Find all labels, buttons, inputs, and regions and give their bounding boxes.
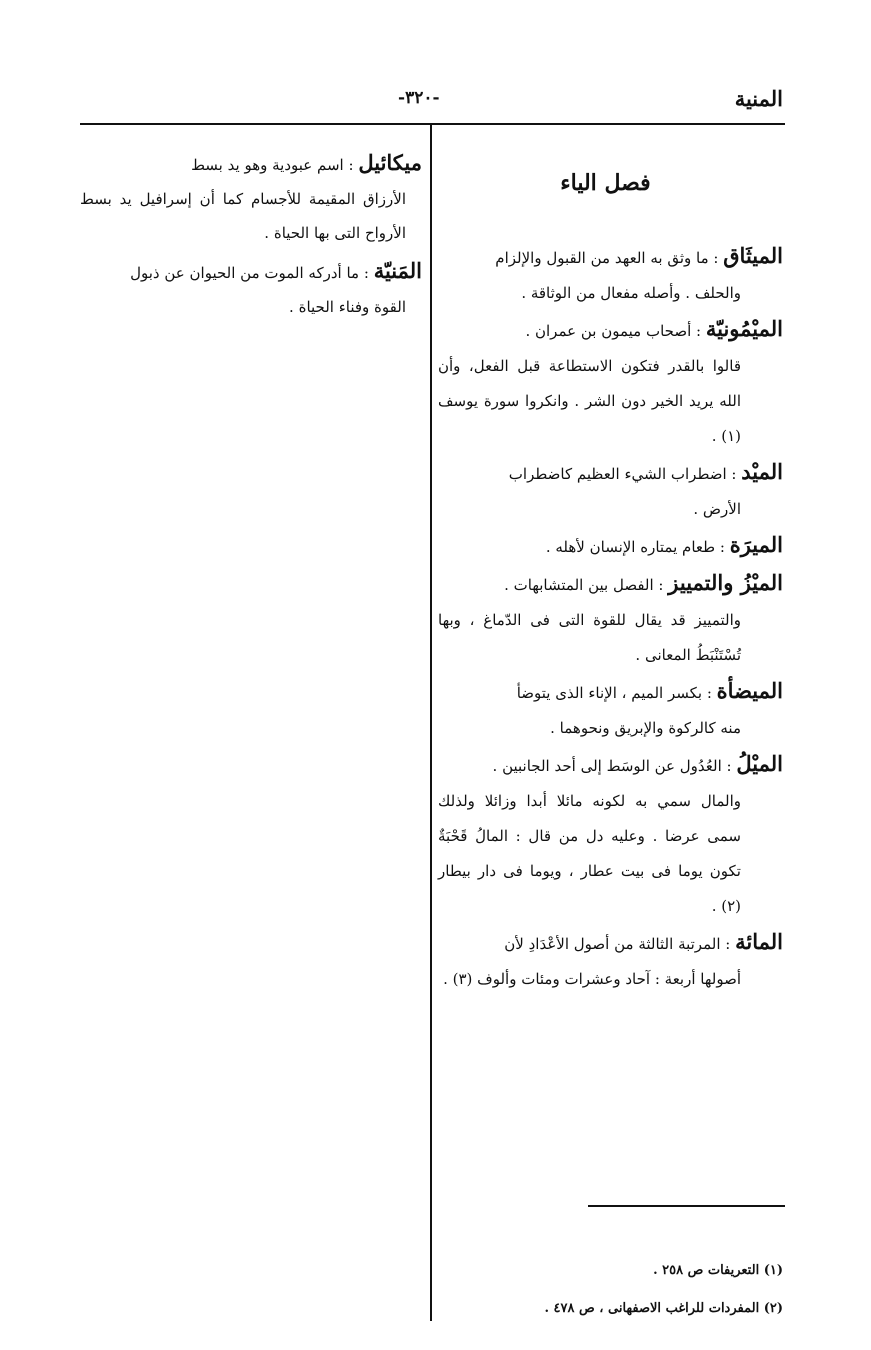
- entry-headword: ميكائيل: [358, 150, 422, 175]
- entry-definition: : المرتبة الثالثة من أصول الأعْدَادِ لأن: [504, 935, 731, 953]
- dictionary-entry: [438, 924, 783, 997]
- entry-headword: الميضأة: [716, 678, 783, 703]
- left-column: [80, 146, 422, 328]
- entry-continuation: القوة وفناء الحياة .: [289, 298, 406, 316]
- page-number: -٣٢٠-: [398, 88, 440, 108]
- entry-headword: الميثَاق: [723, 243, 783, 268]
- entry-continuation: والحلف . وأصله مفعال من الوثاقة .: [521, 284, 741, 302]
- entry-definition: : اضطراب الشيء العظيم كاضطراب: [508, 465, 737, 483]
- dictionary-entry: [438, 238, 783, 311]
- running-header-word: المنية: [734, 86, 783, 111]
- dictionary-entry: [438, 527, 783, 565]
- entry-headword: الميْزُ والتمييز: [668, 570, 783, 595]
- dictionary-entry: [438, 311, 783, 454]
- footnotes: [443, 1252, 783, 1328]
- header-rule: [80, 123, 785, 125]
- entry-headword: الميْد: [741, 459, 783, 484]
- entry-headword: الميْمُونيّة: [705, 316, 783, 341]
- dictionary-entry: [438, 565, 783, 673]
- entry-definition: : الفصل بين المتشابهات .: [504, 576, 664, 594]
- entry-definition: : اسم عبودية وهو يد بسط: [191, 156, 354, 174]
- entry-continuation: والتمييز قد يقال للقوة التى فى الدّماغ ، وبها تُسْتَنْبَطُ المعانى .: [438, 611, 741, 664]
- entry-definition: : ما أدركه الموت من الحيوان عن ذبول: [130, 264, 369, 282]
- entry-headword: الميْلُ: [736, 751, 783, 776]
- entry-continuation: منه كالركوة والإبريق ونحوهما .: [550, 719, 741, 737]
- entry-continuation: أصولها أربعة : آحاد وعشرات ومئات وألوف (٣) .: [443, 970, 741, 988]
- entry-definition: : أصحاب ميمون بن عمران .: [525, 322, 702, 340]
- dictionary-entry: [80, 146, 422, 250]
- dictionary-entry: [438, 673, 783, 746]
- footnote: (١) التعريفات ص ٢٥٨ .: [653, 1263, 783, 1278]
- right-column: [438, 132, 783, 997]
- entry-continuation: الأرض .: [693, 500, 741, 518]
- section-title: فصل الياء: [560, 170, 651, 196]
- entry-definition: : طعام يمتاره الإنسان لأهله .: [545, 538, 725, 556]
- entry-definition: : العُدُول عن الوسَط إلى أحد الجانبين .: [492, 757, 732, 775]
- dictionary-entry: [438, 746, 783, 924]
- entry-headword: المَنيّة: [373, 258, 422, 283]
- dictionary-entry: [438, 454, 783, 527]
- entry-definition: : بكسر الميم ، الإناء الذى يتوضأ: [516, 684, 712, 702]
- dictionary-entry: [80, 254, 422, 324]
- entry-continuation: قالوا بالقدر فتكون الاستطاعة قبل الفعل، وأن الله يريد الخير دون الشر . وانكروا سورة يوسف (١) .: [438, 357, 741, 445]
- footnote-rule: [588, 1205, 785, 1207]
- entry-continuation: والمال سمي به لكونه مائلا أبدا وزائلا ولذلك سمى عرضا . وعليه دل من قال : المالُ قَحْبَةٌ تكون يوما فى بيت عطار ، ويوما فى دار بيطار (٢) .: [438, 792, 741, 915]
- column-separator: [430, 125, 432, 1321]
- footnote: (٢) المفردات للراغب الاصفهانى ، ص ٤٧٨ .: [544, 1301, 783, 1316]
- entry-headword: الميرَة: [729, 532, 783, 557]
- entry-continuation: الأرزاق المقيمة للأجسام كما أن إسرافيل يد بسط الأرواح التى بها الحياة .: [80, 190, 406, 242]
- entry-definition: : ما وثق به العهد من القبول والإلزام: [495, 249, 719, 267]
- entry-headword: المائة: [735, 929, 783, 954]
